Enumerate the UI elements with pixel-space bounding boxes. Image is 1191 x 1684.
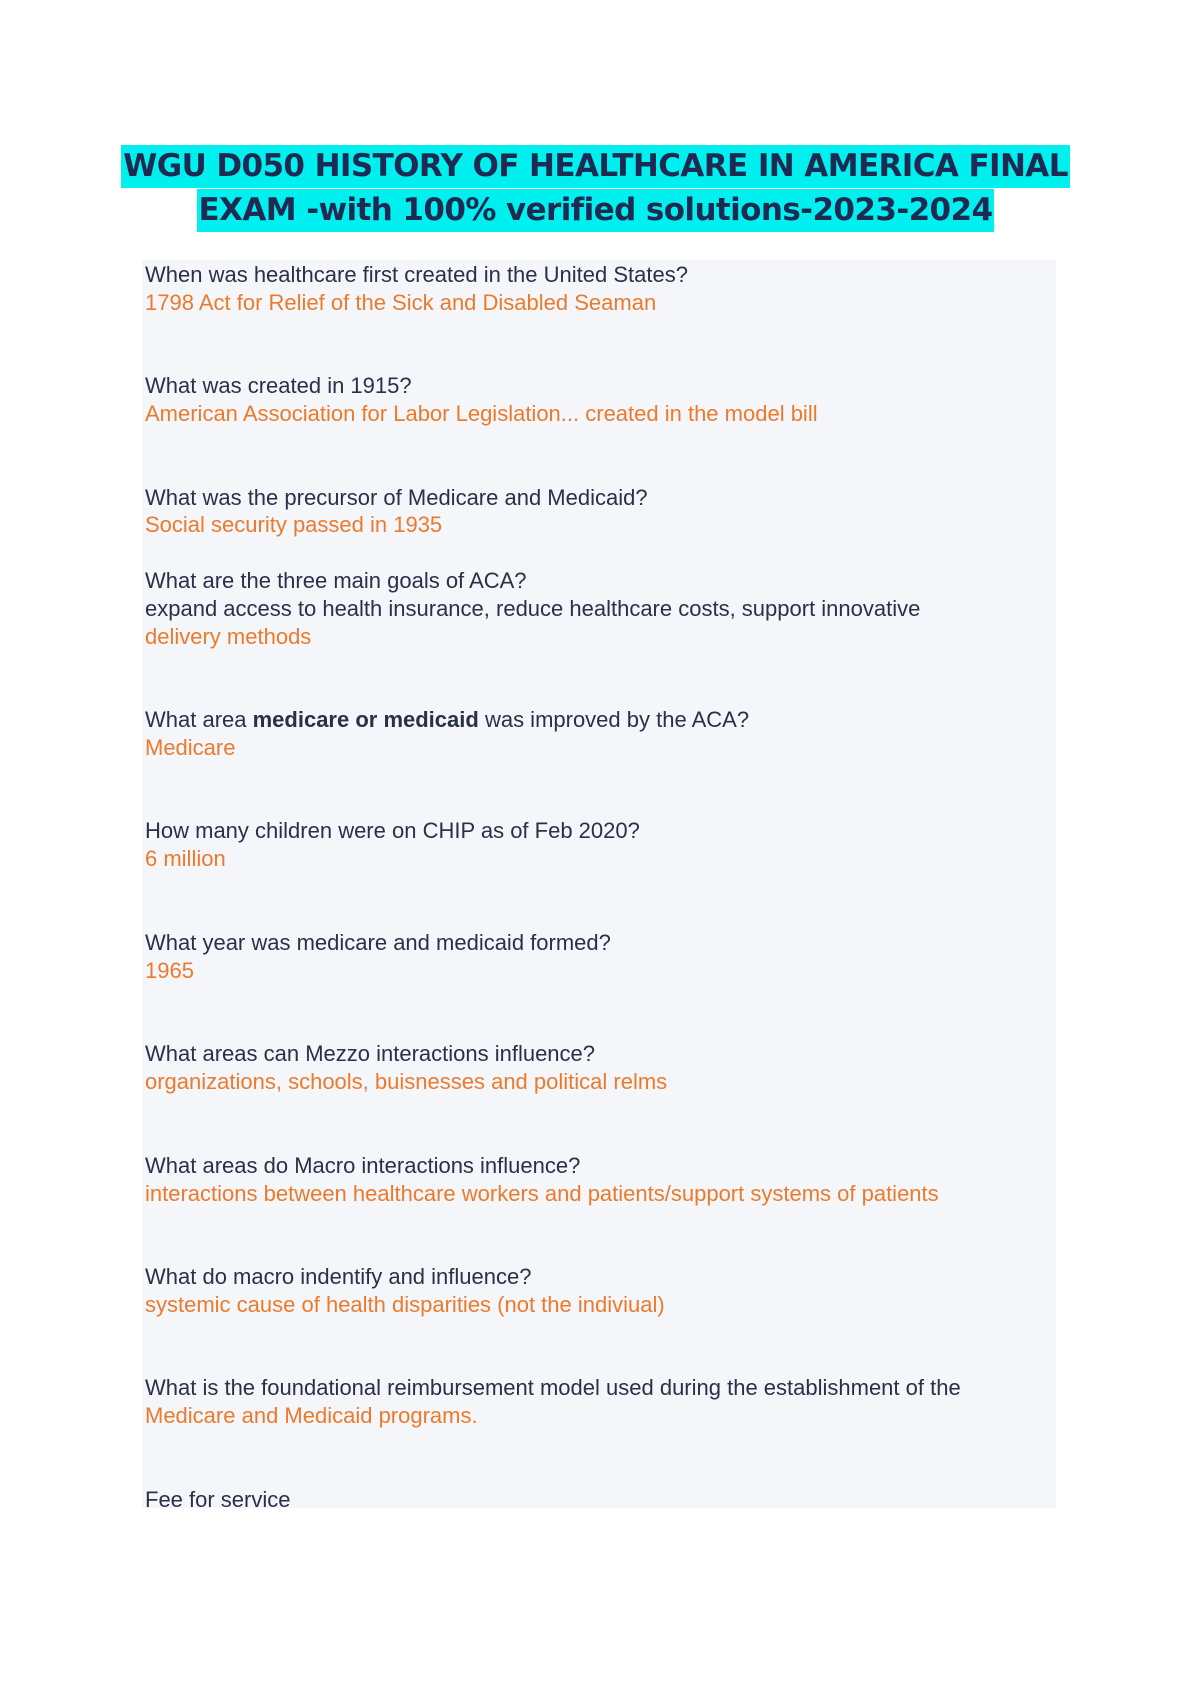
question-4-continued: expand access to health insurance, reduce healthcare costs, support innovative (145, 596, 921, 621)
answer-9: interactions between healthcare workers and patients/support systems of patients (145, 1181, 939, 1206)
answer-1: 1798 Act for Relief of the Sick and Disabled Seaman (145, 290, 657, 315)
question-5-pre: What area (145, 707, 253, 732)
question-9: What areas do Macro interactions influence? (145, 1153, 581, 1178)
answer-10: systemic cause of health disparities (not the indiviual) (145, 1292, 665, 1317)
question-5 (145, 706, 749, 734)
answer-8: organizations, schools, buisnesses and political relms (145, 1069, 668, 1094)
qa-panel (142, 260, 1056, 1508)
question-4: What are the three main goals of ACA? (145, 568, 527, 593)
question-11: What is the foundational reimbursement model used during the establishment of the (145, 1375, 961, 1400)
question-1: When was healthcare first created in the United States? (145, 262, 688, 287)
answer-5: Medicare (145, 735, 236, 760)
answer-3: Social security passed in 1935 (145, 512, 443, 537)
question-8: What areas can Mezzo interactions influence? (145, 1041, 596, 1066)
answer-6: 6 million (145, 846, 226, 871)
answer-11: Fee for service (145, 1487, 291, 1512)
title-line-2: EXAM -with 100% verified solutions-2023-2024 (197, 189, 995, 232)
question-11-continued: Medicare and Medicaid programs. (145, 1403, 478, 1428)
question-7: What year was medicare and medicaid formed? (145, 930, 611, 955)
question-3: What was the precursor of Medicare and Medicaid? (145, 485, 648, 510)
answer-7: 1965 (145, 958, 194, 983)
answer-4: delivery methods (145, 624, 312, 649)
title-line-1: WGU D050 HISTORY OF HEALTHCARE IN AMERICA FINAL (121, 145, 1070, 188)
document-title (0, 145, 1191, 232)
question-5-post: was improved by the ACA? (478, 707, 750, 732)
question-10: What do macro indentify and influence? (145, 1264, 532, 1289)
question-6: How many children were on CHIP as of Feb 2020? (145, 818, 640, 843)
question-2: What was created in 1915? (145, 373, 412, 398)
question-5-bold: medicare or medicaid (252, 707, 479, 732)
answer-2: American Association for Labor Legislation... created in the model bill (145, 401, 818, 426)
